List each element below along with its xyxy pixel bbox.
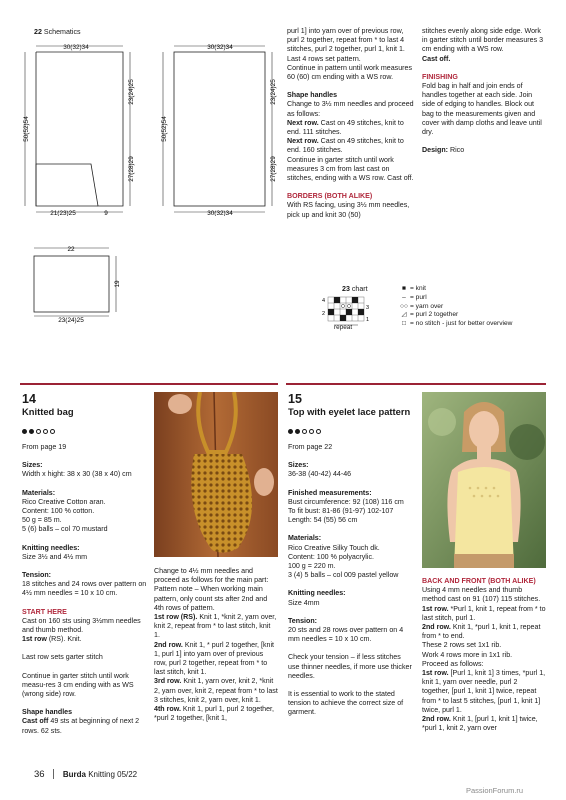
last-row-text: Last row sets garter stitch (22, 653, 103, 662)
eyelet-top-photo (422, 392, 546, 568)
shape-handles-row-1: Next row. Cast on 49 stitches, knit to end. 111 stitches. (287, 118, 404, 137)
materials-15-1: Rico Creative Silky Touch dk. (288, 543, 380, 552)
sizes-heading-15: Sizes: (288, 461, 309, 470)
legend-knit: ■ = knit (402, 285, 426, 292)
pattern-14-number: 14 (22, 392, 36, 406)
shape-handles-row-2: Next row. Cast on 49 stitches, knit to end. 160 stitches. (287, 137, 404, 155)
difficulty-dots-14 (22, 421, 150, 439)
rib-row-1: 1st row. *Purl 1, knit 1, repeat from * to last stitch, purl 1. (422, 604, 546, 622)
first-row-14: 1st row (RS). Knit. (22, 635, 82, 644)
chart-row-1: 1 (366, 317, 370, 323)
finishing-text: Fold bag in half and join ends of handles together at each side. Join side of edging to handles. Block out bag to the measurements given and cover with damp cloths and leave until dry. (422, 82, 542, 137)
materials-heading-14: Materials: (22, 488, 56, 497)
materials-14-2: Content: 100 % cotton. (22, 507, 95, 516)
pattern-15-number: 15 (288, 392, 302, 406)
dim-left-bottom-right: 9 (104, 210, 108, 216)
dim-left-right-bottom: 27(28)29 (128, 156, 135, 182)
pattern-text-1: purl 1] into yarn over of previous row, purl 2 together, repeat from * to last 4 stitches, purl 2 together, purl 1, knit 1. (287, 27, 405, 54)
pattern-15 (288, 392, 414, 718)
page-footer (34, 769, 137, 781)
col4-top-text (422, 27, 546, 155)
design-credit: Design: Rico (422, 146, 465, 155)
finished-measurements-3: Length: 54 (55) 56 cm (288, 516, 358, 525)
lace-row-2: 2nd row. Knit 1, [purl 1, knit 1] twice, *purl 1, knit 2, yarn over (422, 715, 538, 733)
pattern-14 (22, 392, 150, 736)
borders-text: With RS facing, using 3½ mm needles, pick up and knit 30 (50) (287, 201, 410, 219)
shape-handles-heading-14: Shape handles (22, 708, 73, 717)
section-rule-14 (20, 383, 278, 385)
schematics-number: 22 (34, 28, 42, 36)
materials-14-3: 50 g = 85 m. (22, 516, 62, 525)
start-here-text: Cast on 160 sts using 3½mm needles and thumb method. (22, 616, 141, 635)
chart-title: chart (351, 285, 368, 293)
check-tension-text: Check your tension – if less stitches use thinner needles, if more use thicker needles. (288, 653, 412, 680)
knitted-bag-photo (154, 392, 278, 557)
pattern-14-title: Knitted bag (22, 406, 74, 417)
finished-measurements-1: Bust circumference: 92 (108) 116 cm (288, 497, 404, 506)
legend-no-stitch: □ = no stitch - just for better overview (402, 320, 513, 328)
dim-small-right: 19 (114, 280, 121, 288)
dim-small-bottom: 23(24)25 (58, 317, 84, 324)
difficulty-dots-15 (288, 421, 414, 439)
pattern-15-title: Top with eyelet lace pattern (288, 406, 411, 417)
schematic-small (24, 240, 134, 325)
pattern-text-3: Continue in pattern until work measures 60 (60) cm ending with a WS row. (287, 63, 412, 82)
dim-right-right-bottom: 27(28)29 (270, 156, 277, 182)
materials-14-1: Rico Creative Cotton aran. (22, 497, 106, 506)
finished-measurements-2: To fit bust: 81-86 (91-97) 102-107 (288, 507, 394, 516)
dim-left-top: 30(32)34 (63, 44, 89, 51)
border-continue-text: stitches evenly along side edge. Work in garter stitch until border measures 3 cm ending with a WS row. (422, 27, 544, 54)
castoff-14: Cast off 49 sts at beginning of next 2 rows. 62 sts. (22, 717, 140, 735)
lace-row-1: 1st row. [Purl 1, knit 1] 3 times, *purl 1, knit 1, yarn over needle, purl 2 together, [purl 1, knit 1] twice, repeat from * to last 5 stitches, [purl 1, knit 1] twice, purl 1. (422, 669, 546, 714)
rib-more-text: Work 4 rows more in 1x1 rib. (422, 650, 513, 659)
pattern-15-from: From page 22 (288, 443, 333, 451)
legend-purl-2-together: ◿ = purl 2 together (401, 311, 459, 319)
page-number: 36 (34, 769, 45, 780)
castoff-text: Cast off. (422, 54, 451, 63)
legend-yarn-over: ○○ = yarn over (400, 302, 444, 310)
materials-14-4: 5 (6) balls – col 70 mustard (22, 525, 108, 534)
dim-right-right-top: 23(24)25 (270, 79, 277, 105)
needles-15: Size 4mm (288, 598, 320, 607)
tension-14: 18 stitches and 24 rows over pattern on 4½ mm needles = 10 x 10 cm. (22, 580, 147, 598)
pattern-14-from: From page 19 (22, 443, 67, 451)
finishing-heading: FINISHING (422, 72, 458, 81)
legend-purl: – = purl (402, 293, 427, 301)
pattern-15-col2 (422, 577, 546, 733)
dim-left-right-top: 23(24)25 (128, 79, 135, 105)
sizes-14: Width x hight: 38 x 30 (38 x 40) cm (22, 470, 132, 479)
needles-heading-15: Knitting needles: (288, 589, 346, 598)
row-1-14: 1st row (RS). Knit 1, *knit 2, yarn over, knit 2, repeat from * to last stitch, knit 1. (154, 613, 277, 640)
continue-text-14: Continue in garter stitch until work measu-res 3 cm ending with as WS (wrong side) row. (22, 671, 134, 699)
row-3-14: 3rd row. Knit 1, yarn over, knit 2, *knit 2, yarn over, knit 2, repeat from * to last 3 stitches, knit 2, yarn over, knit 1. (154, 677, 278, 704)
chart-row-2: 2 (322, 311, 326, 317)
dim-small-top: 22 (67, 246, 75, 253)
tension-heading-14: Tension: (22, 571, 52, 580)
needles-heading-14: Knitting needles: (22, 543, 80, 552)
chart-row-4: 4 (322, 298, 326, 304)
main-part-intro: Change to 4½ mm needles and proceed as follows for the main part: (154, 567, 269, 585)
schematic-right (150, 36, 290, 216)
back-front-intro: Using 4 mm needles and thumb method cast on 91 (107) 115 stitches. (422, 586, 541, 604)
materials-15-2: Content: 100 % polyacrylic. (288, 552, 374, 561)
row-4-14: 4th row. Knit 1, purl 1, purl 2 together, *purl 2 together, [knit 1, (154, 705, 275, 723)
dim-left-side: 50(52)54 (23, 116, 30, 142)
dim-left-bottom-left: 21(23)25 (50, 210, 76, 216)
chart-number: 23 (342, 285, 350, 293)
sizes-heading-14: Sizes: (22, 461, 43, 470)
schematics-title: Schematics (43, 28, 81, 36)
needles-14: Size 3½ and 4½ mm (22, 552, 88, 561)
chart-row-3: 3 (366, 305, 370, 311)
materials-15-3: 100 g = 220 m. (288, 562, 336, 571)
col3-top-text (287, 27, 415, 220)
dim-right-top: 30(32)34 (207, 44, 233, 51)
tension-15: 20 sts and 28 rows over pattern on 4 mm needles = 10 x 10 cm. (288, 626, 404, 644)
materials-15-4: 3 (4) 5 balls – col 009 pastel yellow (288, 571, 399, 580)
start-here-heading: START HERE (22, 607, 67, 616)
top-photo-illustration (422, 392, 546, 568)
proceed-text: Proceed as follows: (422, 659, 484, 668)
dim-right-bottom: 30(32)34 (207, 210, 233, 216)
bag-photo-illustration (154, 392, 278, 557)
back-and-front-heading: BACK AND FRONT (BOTH ALIKE) (422, 577, 536, 585)
watermark: PassionForum.ru (466, 786, 524, 795)
rib-set-text: These 2 rows set 1x1 rib. (422, 641, 502, 650)
pattern-14-col2 (154, 567, 278, 723)
shape-handles-heading: Shape handles (287, 91, 338, 100)
chart-legend (398, 285, 512, 329)
shape-handles-outro: Continue in garter stitch until work measures 3 cm from last cast on stitches, ending with a WS row. Cast off. (287, 155, 414, 183)
rib-row-2: 2nd row. Knit 1, *purl 1, knit 1, repeat from * to end. (422, 623, 541, 641)
shape-handles-intro: Change to 3½ mm needles and proceed as follows: (287, 100, 414, 118)
pattern-text-2: Last 4 rows set pattern. (287, 54, 361, 63)
chart-repeat-label: repeat (334, 324, 353, 331)
sizes-15: 36-38 (40-42) 44-46 (288, 470, 352, 479)
footer-magazine: Knitting 05/22 (85, 770, 138, 779)
essential-tension-text: It is essential to work to the stated tension to achieve the correct size of garment. (288, 690, 404, 717)
materials-heading-15: Materials: (288, 534, 322, 543)
finished-measurements-heading: Finished measurements: (288, 488, 372, 497)
tension-heading-15: Tension: (288, 616, 318, 625)
section-rule-15 (286, 383, 546, 385)
pattern-note: Pattern note – When working main pattern, only count sts after 2nd and 4th rows of pattern. (154, 585, 268, 612)
footer-brand: Burda (62, 770, 86, 779)
row-2-14: 2nd row. Knit 1, * purl 2 together, [knit 1, purl 1] into yarn over of previous row, purl 2 together, repeat from * to last stitch, knit 1. (154, 640, 274, 677)
borders-heading: BORDERS (BOTH ALIKE) (287, 192, 373, 201)
dim-right-side: 50(52)54 (161, 116, 168, 142)
